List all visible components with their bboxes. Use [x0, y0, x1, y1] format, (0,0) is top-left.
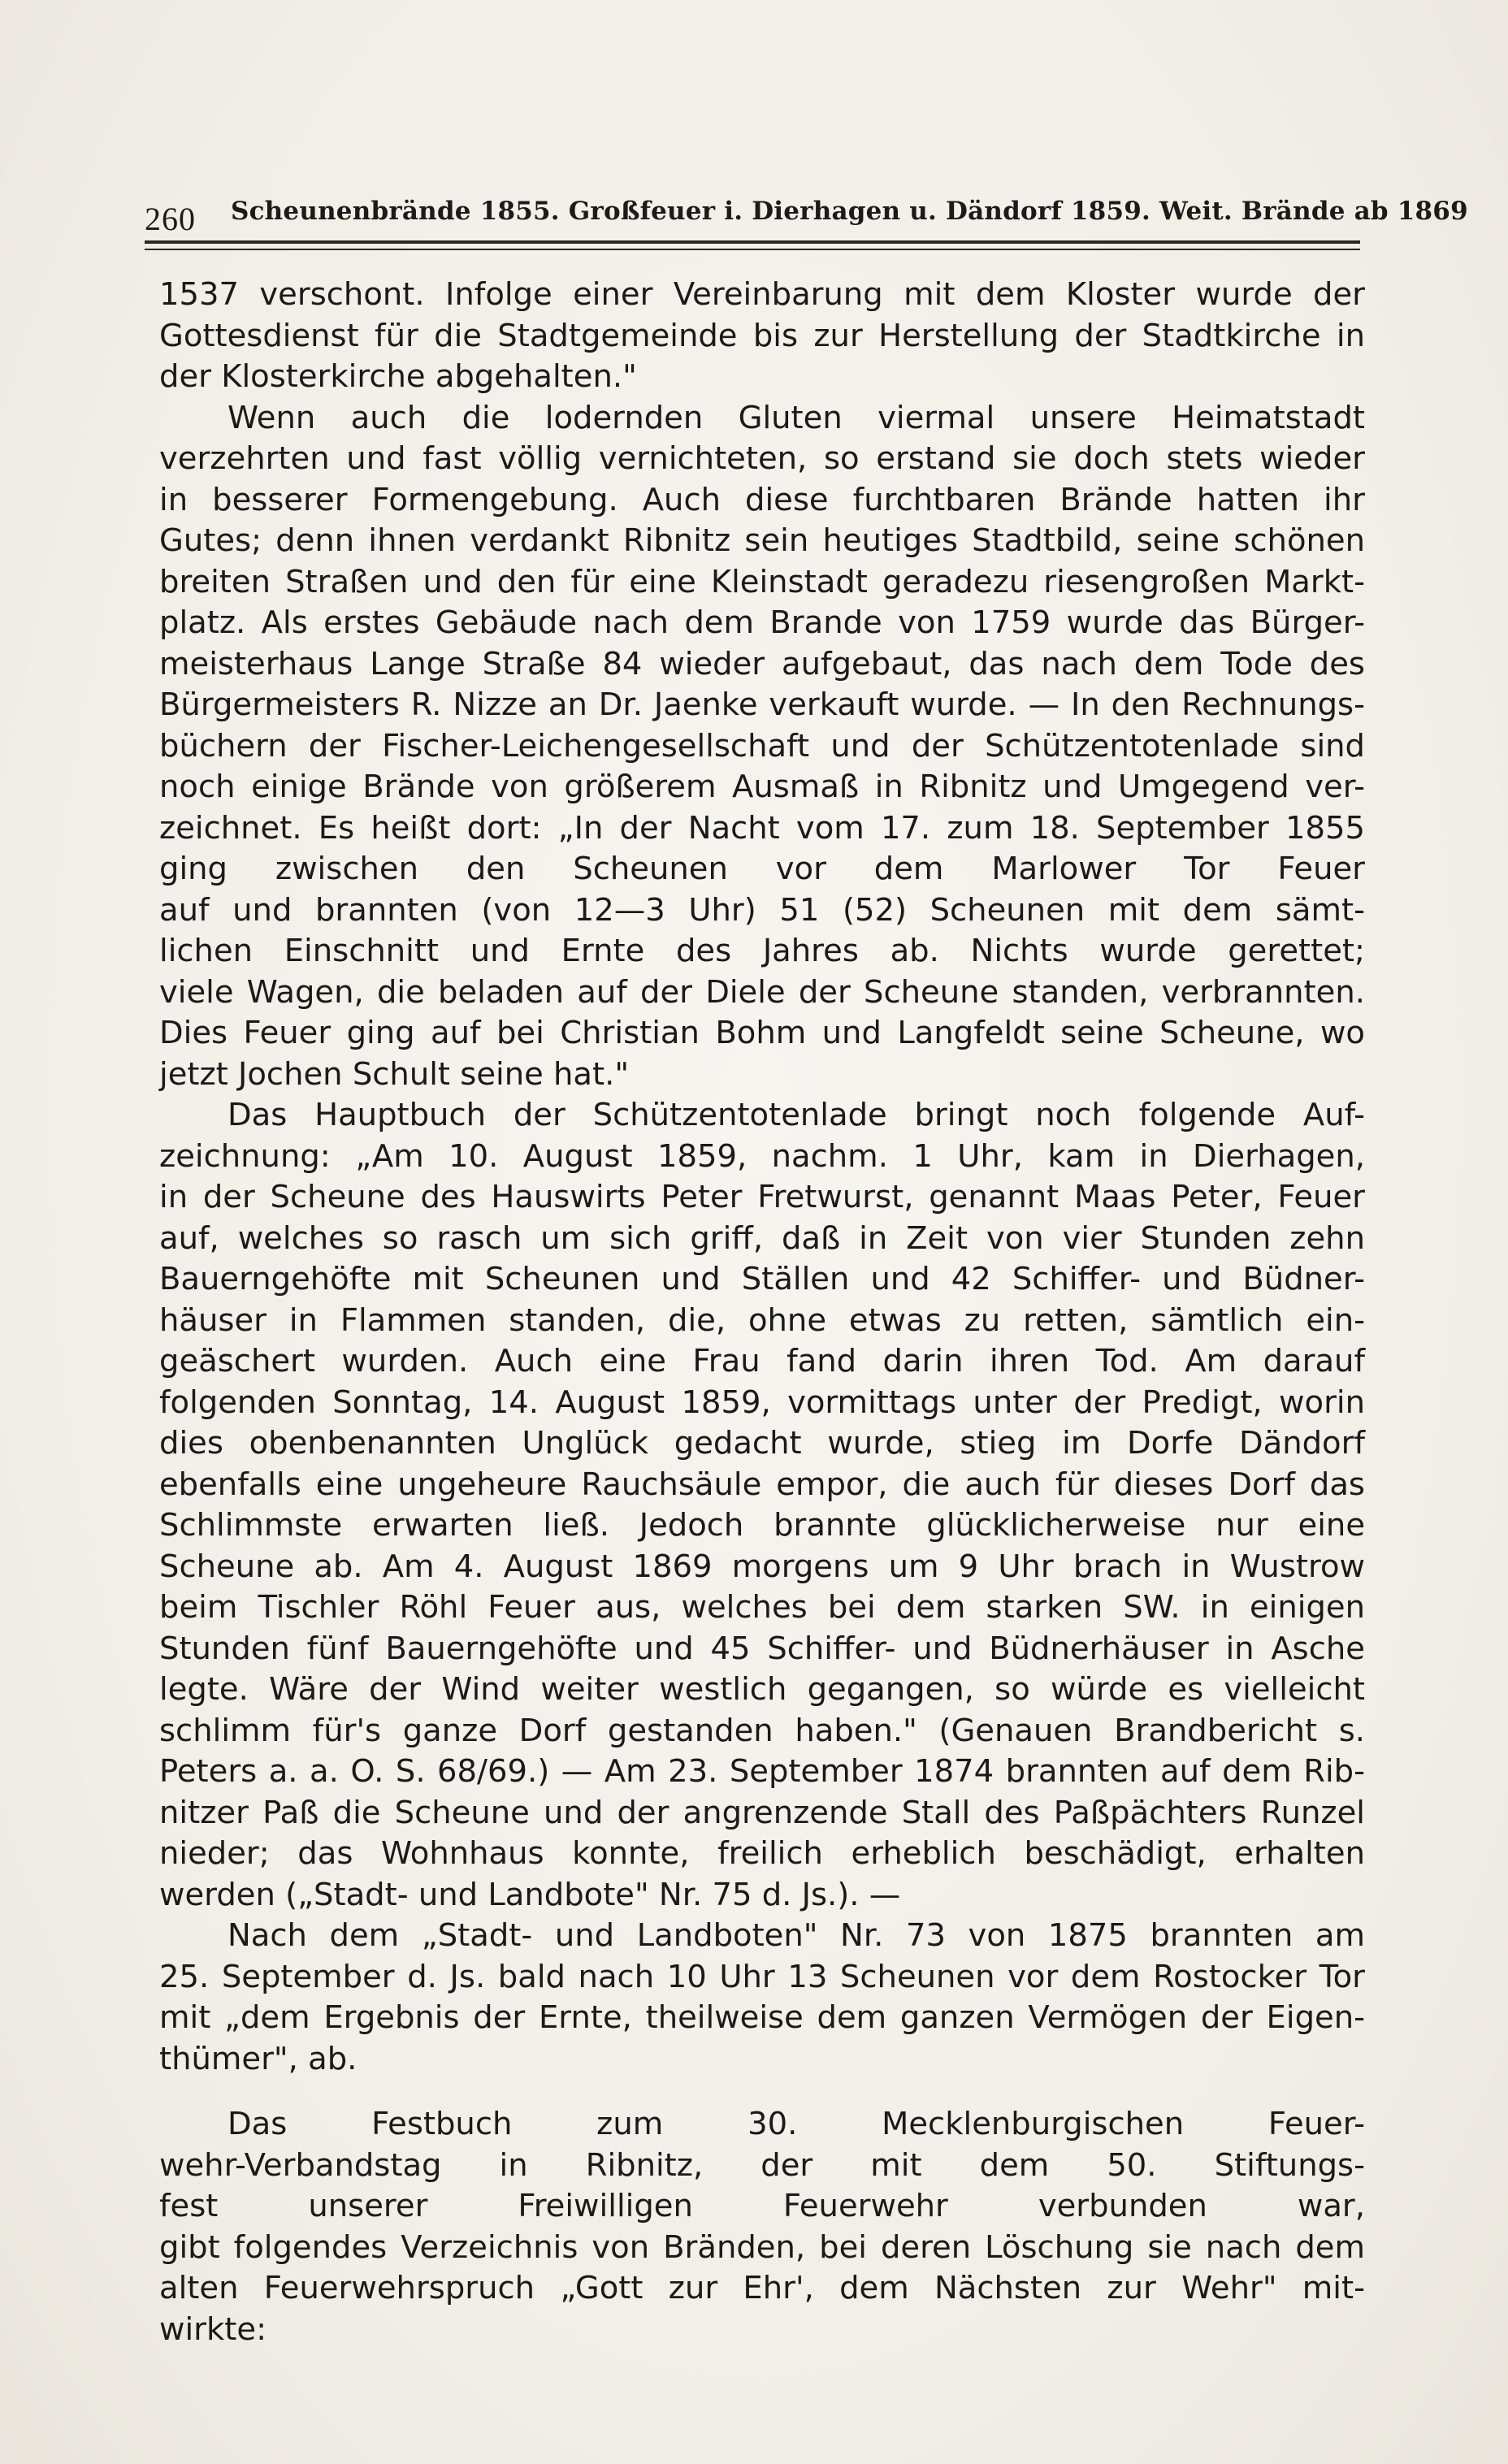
text-line: büchern der Fischer-Leichengesellschaft und der Schützentotenlade sind: [159, 727, 1365, 764]
text-line: nieder; das Wohnhaus konnte, freilich erheblich beschädigt, erhalten: [159, 1835, 1365, 1872]
text-line: zeichnet. Es heißt dort: „In der Nacht vom 17. zum 18. September 1855: [159, 809, 1365, 847]
text-line: ebenfalls eine ungeheure Rauchsäule empor, die auch für dieses Dorf das: [159, 1466, 1365, 1503]
text-line: ging zwischen den Scheunen vor dem Marlower Tor Feuer: [159, 851, 1365, 887]
text-line: Wenn auch die lodernden Gluten viermal unsere Heimatstadt: [228, 399, 1365, 436]
text-line: Bürgermeisters R. Nizze an Dr. Jaenke verkauft wurde. — In den Rechnungs-: [159, 686, 1365, 723]
running-head: Scheunenbrände 1855. Großfeuer i. Dierhagen u. Dändorf 1859. Weit. Brände ab 1869: [231, 197, 1468, 226]
text-line: 25. September d. Js. bald nach 10 Uhr 13 Scheunen vor dem Rostocker Tor: [159, 1958, 1365, 1995]
text-line: der Klosterkirche abgehalten.": [159, 358, 637, 395]
text-line: gibt folgendes Verzeichnis von Bränden, bei deren Löschung sie nach dem: [159, 2228, 1365, 2266]
text-line: beim Tischler Röhl Feuer aus, welches bei dem starken SW. in einigen: [159, 1589, 1365, 1626]
text-line: Dies Feuer ging auf bei Christian Bohm und Langfeldt seine Scheune, wo: [159, 1015, 1365, 1051]
text-line: Peters a. a. O. S. 68/69.) — Am 23. September 1874 brannten auf dem Rib-: [159, 1753, 1365, 1790]
text-line: dies obenbenannten Unglück gedacht wurde, stieg im Dorfe Dändorf: [159, 1425, 1365, 1462]
text-line: Bauerngehöfte mit Scheunen und Ställen und 42 Schiffer- und Büdner-: [159, 1261, 1365, 1297]
text-line: Gutes; denn ihnen verdankt Ribnitz sein heutiges Stadtbild, seine schönen: [159, 522, 1365, 559]
text-line: Nach dem „Stadt- und Landboten" Nr. 73 von 1875 brannten am: [228, 1917, 1365, 1954]
text-line: Das Festbuch zum 30. Mecklenburgischen Feuer-: [228, 2106, 1365, 2142]
text-line: werden („Stadt- und Landbote" Nr. 75 d. Js.). —: [159, 1876, 901, 1913]
text-line: in der Scheune des Hauswirts Peter Fretwurst, genannt Maas Peter, Feuer: [159, 1179, 1365, 1215]
text-line: zeichnung: „Am 10. August 1859, nachm. 1 Uhr, kam in Dierhagen,: [159, 1137, 1365, 1175]
page-number: 260: [145, 201, 196, 237]
text-line: 1537 verschont. Infolge einer Vereinbarung mit dem Kloster wurde der: [159, 276, 1365, 313]
text-line: Stunden fünf Bauerngehöfte und 45 Schiffer- und Büdnerhäuser in Asche: [159, 1630, 1365, 1667]
text-line: auf, welches so rasch um sich griff, daß in Zeit von vier Stunden zehn: [159, 1219, 1365, 1257]
text-line: meisterhaus Lange Straße 84 wieder aufgebaut, das nach dem Tode des: [159, 645, 1365, 682]
text-line: breiten Straßen und den für eine Kleinstadt geradezu riesengroßen Markt-: [159, 563, 1365, 600]
text-line: auf und brannten (von 12—3 Uhr) 51 (52) Scheunen mit dem sämt-: [159, 891, 1365, 929]
text-line: Schlimmste erwarten ließ. Jedoch brannte glücklicherweise nur eine: [159, 1507, 1365, 1544]
body-text: [159, 275, 1365, 2350]
text-line: wehr-Verbandstag in Ribnitz, der mit dem 50. Stiftungs-: [159, 2146, 1365, 2184]
page-header: [145, 192, 1468, 242]
text-line: geäschert wurden. Auch eine Frau fand darin ihren Tod. Am darauf: [159, 1343, 1365, 1379]
text-line: verzehrten und fast völlig vernichteten, so erstand sie doch stets wieder: [159, 440, 1365, 477]
text-line: Das Hauptbuch der Schützentotenlade bringt noch folgende Auf-: [228, 1097, 1365, 1133]
text-line: viele Wagen, die beladen auf der Diele der Scheune standen, verbrannten.: [159, 973, 1365, 1011]
header-rule-thick: [145, 240, 1360, 244]
header-rule-thin: [145, 249, 1360, 250]
text-line: jetzt Jochen Schult seine hat.": [159, 1055, 630, 1093]
text-line: lichen Einschnitt und Ernte des Jahres ab. Nichts wurde gerettet;: [159, 933, 1365, 969]
text-line: thümer", ab.: [159, 2040, 358, 2077]
text-line: in besserer Formengebung. Auch diese furchtbaren Brände hatten ihr: [159, 481, 1365, 518]
text-line: nitzer Paß die Scheune und der angrenzende Stall des Paßpächters Runzel: [159, 1794, 1365, 1831]
text-line: legte. Wäre der Wind weiter westlich gegangen, so würde es vielleicht: [159, 1671, 1365, 1708]
text-line: fest unserer Freiwilligen Feuerwehr verbunden war,: [159, 2188, 1365, 2224]
text-line: häuser in Flammen standen, die, ohne etwas zu retten, sämtlich ein-: [159, 1301, 1365, 1339]
paragraph-gap: [159, 2080, 1365, 2104]
text-line: Scheune ab. Am 4. August 1869 morgens um 9 Uhr brach in Wustrow: [159, 1548, 1365, 1585]
text-line: folgenden Sonntag, 14. August 1859, vormittags unter der Predigt, worin: [159, 1384, 1365, 1421]
text-line: platz. Als erstes Gebäude nach dem Brande von 1759 wurde das Bürger-: [159, 604, 1365, 641]
text-line: mit „dem Ergebnis der Ernte, theilweise dem ganzen Vermögen der Eigen-: [159, 1999, 1365, 2036]
text-line: noch einige Brände von größerem Ausmaß in Ribnitz und Umgegend ver-: [159, 769, 1365, 805]
text-line: wirkte:: [159, 2310, 267, 2348]
text-line: Gottesdienst für die Stadtgemeinde bis zur Herstellung der Stadtkirche in: [159, 317, 1365, 354]
text-line: schlimm für's ganze Dorf gestanden haben." (Genauen Brandbericht s.: [159, 1712, 1365, 1749]
text-line: alten Feuerwehrspruch „Gott zur Ehr', dem Nächsten zur Wehr" mit-: [159, 2270, 1365, 2306]
